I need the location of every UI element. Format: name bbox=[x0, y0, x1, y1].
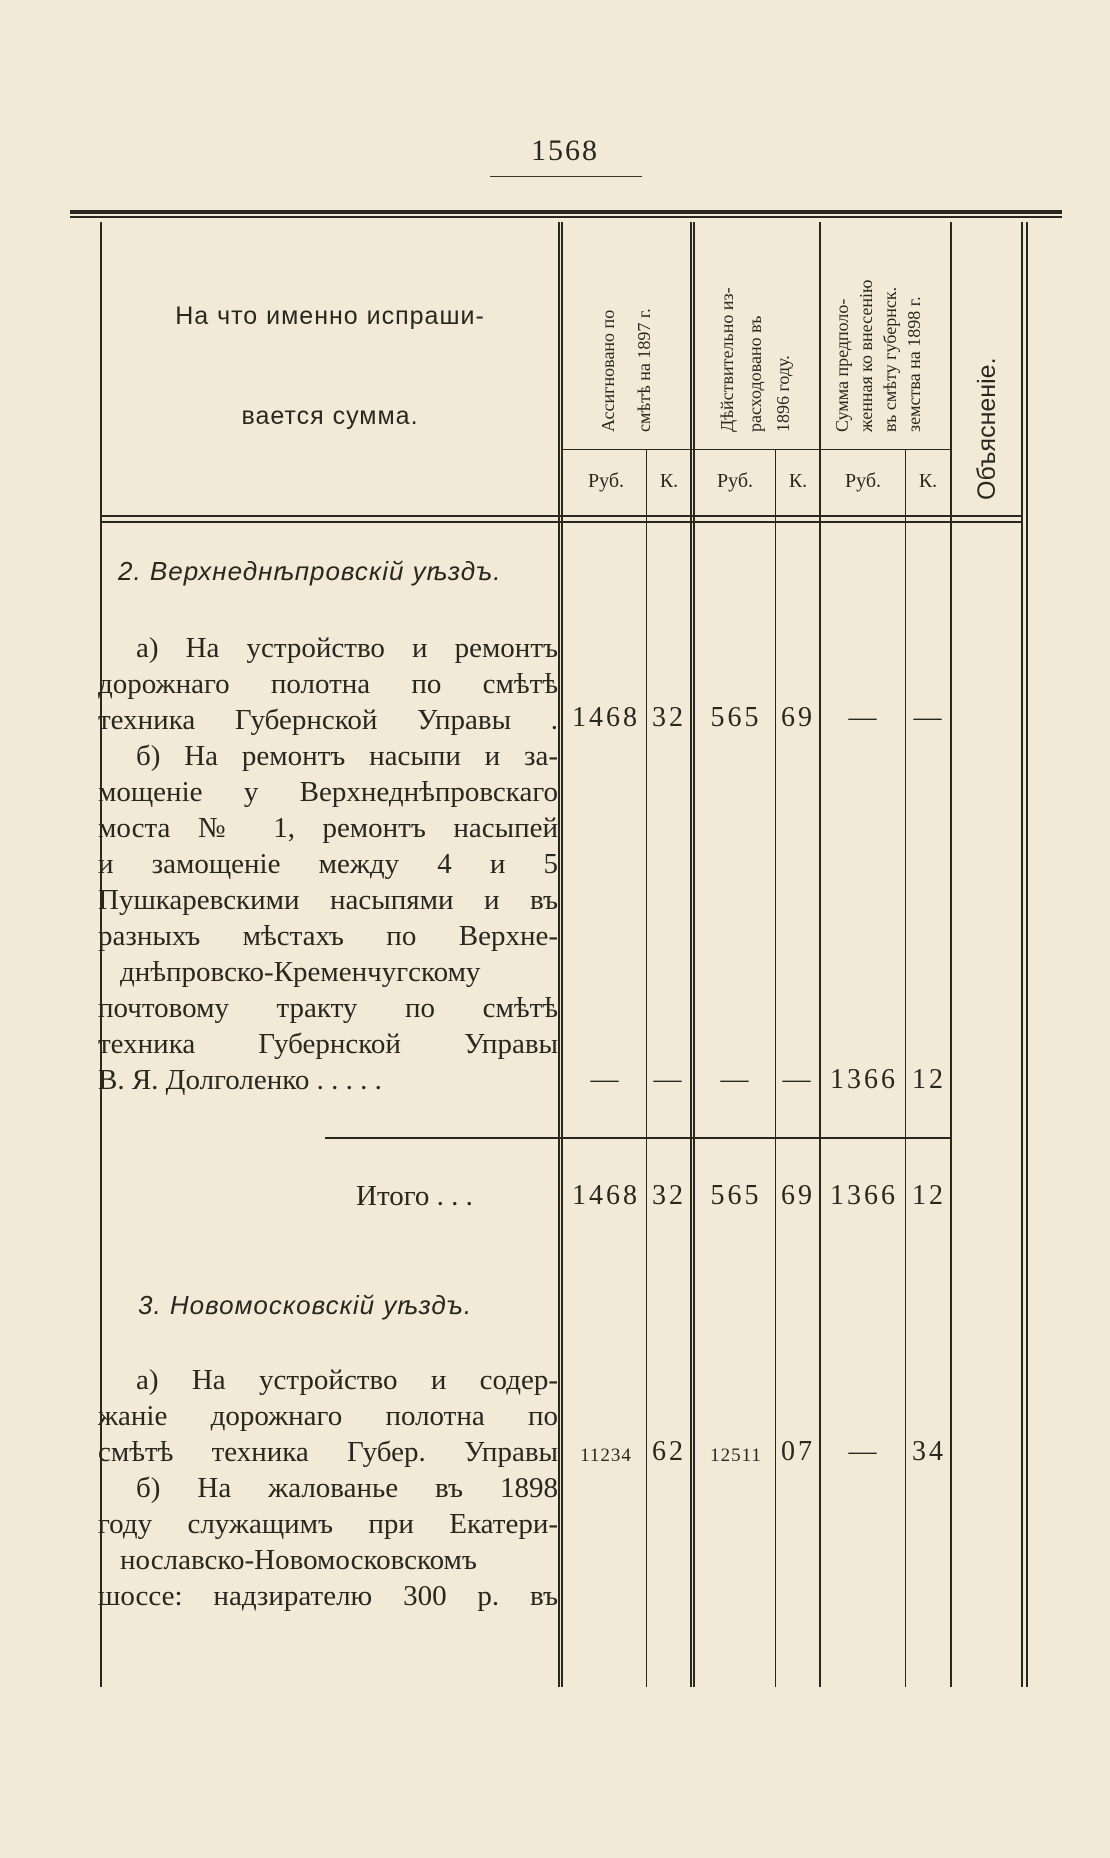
col2-kop-label: К. bbox=[788, 470, 808, 492]
section2-item-b-line7: днѣпровско-Кременчугскому bbox=[120, 956, 481, 988]
col3-kop-label: К. bbox=[918, 470, 938, 492]
section3-title: 3. Новомосковскій уѣздъ. bbox=[138, 1290, 473, 1320]
section3-item-b-line1: б) На жалованье въ 1898 bbox=[136, 1472, 558, 1504]
s3a-col1-rub: 11234 bbox=[580, 1445, 632, 1466]
section2-item-b-line5: Пушкаревскими насыпями и въ bbox=[98, 884, 558, 916]
s3a-col3-rub: — bbox=[848, 1436, 880, 1467]
header-col3: Сумма предполо- женная ко внесенію въ смѣту губернск. земства на 1898 г. bbox=[832, 279, 924, 432]
section3-item-b-line2: году служащимъ при Екатери- bbox=[98, 1508, 558, 1540]
s2b-col1-kop: — bbox=[653, 1064, 685, 1095]
text-col-border bbox=[558, 222, 560, 1687]
s2b-col3-rub: 1366 bbox=[830, 1064, 898, 1095]
s2a-col2-rub: 565 bbox=[710, 702, 762, 733]
section2-item-b-line10: В. Я. Долголенко . . . . . bbox=[98, 1064, 382, 1096]
s2a-col2-kop: 69 bbox=[781, 702, 815, 733]
s2b-col2-rub: — bbox=[720, 1064, 752, 1095]
section2-item-b-line8: почтовому тракту по смѣтѣ bbox=[98, 992, 558, 1024]
s3a-col2-rub: 12511 bbox=[710, 1445, 762, 1466]
page-number-rule bbox=[490, 176, 642, 177]
header-col4-explanation: Объясненіе. bbox=[973, 357, 1001, 500]
section2-total-label: Итого . . . bbox=[356, 1180, 473, 1212]
s3a-col3-kop: 34 bbox=[912, 1436, 946, 1467]
text-col-border-2 bbox=[561, 222, 563, 1687]
total-col2-rub: 565 bbox=[710, 1180, 762, 1211]
total-col3-rub: 1366 bbox=[830, 1180, 898, 1211]
top-rule bbox=[70, 210, 1062, 214]
col1-kop-label: К. bbox=[659, 470, 679, 492]
right-border-outer bbox=[1026, 222, 1028, 1687]
header-main-line1: На что именно испраши- bbox=[175, 302, 485, 330]
section3-item-b-line3: нославско-Новомосковскомъ bbox=[120, 1544, 477, 1576]
total-col1-rub: 1468 bbox=[572, 1180, 640, 1211]
section2-item-b-line9: техника Губернской Управы bbox=[98, 1028, 558, 1060]
section3-item-a-line2: жаніе дорожнаго полотна по bbox=[98, 1400, 558, 1432]
section2-title: 2. Верхнеднѣпровскій уѣздъ. bbox=[118, 556, 502, 586]
col2-rub-label: Руб. bbox=[716, 470, 754, 492]
col1-rub-label: Руб. bbox=[587, 470, 625, 492]
col3-rub-label: Руб. bbox=[844, 470, 882, 492]
s2a-col3-rub: — bbox=[848, 702, 880, 733]
col1-border-2 bbox=[693, 222, 695, 1687]
total-col1-kop: 32 bbox=[652, 1180, 686, 1211]
top-rule-thin bbox=[70, 216, 1062, 218]
s2a-col3-kop: — bbox=[913, 702, 945, 733]
section2-item-b-line2: мощеніе у Верхнеднѣпровскаго bbox=[98, 776, 558, 808]
s2a-col1-rub: 1468 bbox=[572, 702, 640, 733]
total-rule bbox=[325, 1137, 952, 1139]
section3-item-a-line3: смѣтѣ техника Губер. Управы bbox=[98, 1436, 558, 1468]
header-col1: Ассигновано по смѣтѣ на 1897 г. bbox=[598, 308, 654, 432]
subheader-rule bbox=[562, 449, 952, 450]
section2-item-b-line6: разныхъ мѣстахъ по Верхне- bbox=[98, 920, 558, 952]
section2-item-b-line1: б) На ремонтъ насыпи и за- bbox=[136, 740, 558, 772]
section2-item-a-line3: техника Губернской Управы . bbox=[98, 704, 558, 736]
s2b-col1-rub: — bbox=[590, 1064, 622, 1095]
total-col3-kop: 12 bbox=[912, 1180, 946, 1211]
section2-item-a-line2: дорожнаго полотна по смѣтѣ bbox=[98, 668, 558, 700]
header-main-line2: вается сумма. bbox=[241, 402, 419, 430]
s3a-col1-kop: 62 bbox=[652, 1436, 686, 1467]
total-col2-kop: 69 bbox=[781, 1180, 815, 1211]
section2-item-b-line4: и замощеніе между 4 и 5 bbox=[98, 848, 558, 880]
col3-kop-divider bbox=[905, 450, 906, 1687]
section3-item-b-line4: шоссе: надзирателю 300 р. въ bbox=[98, 1580, 558, 1612]
s2b-col2-kop: — bbox=[782, 1064, 814, 1095]
s2a-col1-kop: 32 bbox=[652, 702, 686, 733]
section2-item-a-line1: а) На устройство и ремонтъ bbox=[136, 632, 558, 664]
right-border bbox=[1021, 222, 1023, 1687]
header-col2: Дѣйствительно из- расходовано въ 1896 году. bbox=[717, 287, 793, 432]
page-number: 1568 bbox=[531, 134, 599, 167]
section3-item-a-line1: а) На устройство и содер- bbox=[136, 1364, 558, 1396]
section2-item-b-line3: моста № 1, ремонтъ насыпей bbox=[98, 812, 558, 844]
s3a-col2-kop: 07 bbox=[781, 1436, 815, 1467]
s2b-col3-kop: 12 bbox=[912, 1064, 946, 1095]
